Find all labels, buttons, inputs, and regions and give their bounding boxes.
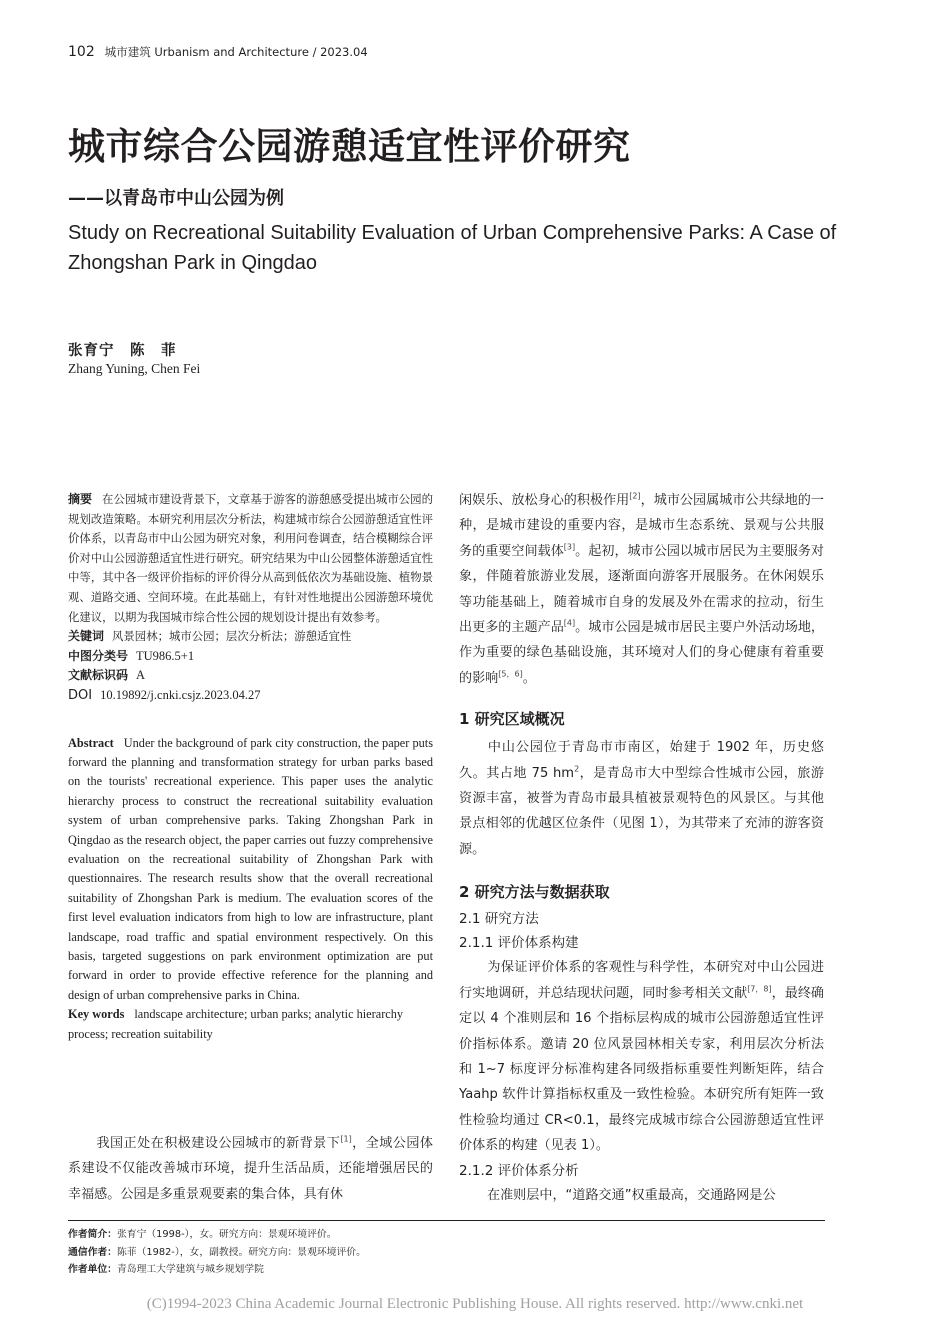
footnote-label: 作者简介：	[68, 1229, 117, 1240]
citation-ref: [5，6]	[498, 669, 523, 679]
running-head	[68, 44, 368, 60]
clc-value: TU986.5+1	[136, 648, 195, 663]
section-1-paragraph	[459, 735, 824, 862]
footnote-author-bio	[68, 1226, 825, 1244]
intro-text: ，城市公园属城市公共绿地的一种，是城市建设的重要内容，是城市生态系统、景观与公共服务的重要空间载体	[459, 493, 825, 559]
intro-paragraph-2	[459, 488, 824, 691]
abstract-chinese-label: 摘要	[68, 492, 93, 506]
keywords-text: 风景园林；城市公园；层次分析法；游憩适宜性	[112, 629, 352, 644]
clc-number	[68, 647, 433, 667]
section-2-1-2-paragraph	[459, 1183, 824, 1208]
left-column	[68, 490, 433, 1044]
authors-chinese: 张育宁 陈 菲	[68, 343, 177, 359]
section-2-1-heading: 2.1 研究方法	[459, 911, 539, 928]
footnote-corresponding-author	[68, 1244, 825, 1262]
intro-text: ，全域公园体系建设不仅能改善城市环境，提升生活品质，还能增强居民的幸福感。公园是多重景观要素的集合体，具有休	[68, 1136, 434, 1202]
superscript: 2	[574, 764, 580, 774]
keywords-english-text: landscape architecture; urban parks; analytic hierarchy process; recreation suitability	[68, 1007, 404, 1041]
title-english: Study on Recreational Suitability Evaluation of Urban Comprehensive Parks: A Case of Zhongshan Park in Qingdao	[68, 222, 837, 274]
title-chinese: 城市综合公园游憩适宜性评价研究	[68, 125, 631, 168]
section-2-text: ，最终确定以 4 个准则层和 16 个指标层构成的城市公园游憩适宜性评价指标体系。邀请 20 位风景园林相关专家，利用层次分析法和 1~7 标度评分标准构建各同级指标重要性判断矩阵，结合 Yaahp 软件计算指标权重及一致性检验。本研究所有矩阵一致性检验均通过 CR<0.1，最终完成城市综合公园游憩适宜性评价体系的构建（见表 1）。	[459, 985, 825, 1154]
doi-label: DOI	[68, 687, 93, 703]
footnote-text: 青岛理工大学建筑与城乡规划学院	[116, 1264, 264, 1275]
document-code	[68, 666, 433, 686]
citation-ref: [2]	[629, 491, 641, 501]
intro-text: 。	[522, 670, 536, 686]
section-2-1-1-heading: 2.1.1 评价体系构建	[459, 935, 579, 952]
section-2-heading: 2 研究方法与数据获取	[459, 883, 610, 902]
keywords-chinese	[68, 627, 433, 647]
footnote-text: 陈菲（1982-），女，副教授。研究方向：景观环境评价。	[116, 1246, 366, 1258]
section-1-text: ，是青岛市大中型综合性城市公园，旅游资源丰富，被誉为青岛市最具植被景观特色的风景区。与其他景点相邻的优越区位条件（见图 1），为其带来了充沛的游客资源。	[459, 765, 825, 857]
intro-text: 。起初，城市公园以城市居民为主要服务对象，伴随着旅游业发展，逐渐面向游客开展服务。在休闲娱乐等功能基础上，随着城市自身的发展及外在需求的拉动，衍生出更多的主题产品	[459, 543, 825, 636]
intro-text: 。城市公园是城市居民主要户外活动场地，作为重要的绿色基础设施，其环境对人们的身心健康有着重要的影响	[459, 620, 825, 686]
intro-text: 闲娱乐、放松身心的积极作用	[459, 493, 630, 508]
authors-english: Zhang Yuning, Chen Fei	[68, 361, 201, 376]
subtitle-chinese: ——以青岛市中山公园为例	[68, 188, 284, 209]
footnote-affiliation	[68, 1261, 825, 1279]
footnotes	[68, 1226, 825, 1279]
abstract-chinese-text: 在公园城市建设背景下，文章基于游客的游憩感受提出城市公园的规划改造策略。本研究利用层次分析法，构建城市综合公园游憩适宜性评价体系，以青岛市中山公园为研究对象，利用问卷调查，结合模糊综合评价对中山公园游憩适宜性进行研究。研究结果为中山公园整体游憩适宜性中等，其中各一级评价指标的评价得分从高到低依次为基础设施、植物景观、道路交通、空间环境。在此基础上，有针对性地提出公园游憩环境优化建议，以期为我国城市综合性公园的规划设计提出有效参考。	[68, 492, 433, 624]
citation-ref: [7，8]	[747, 984, 772, 994]
doi-value: 10.19892/j.cnki.csjz.2023.04.27	[100, 687, 261, 702]
citation-ref: [1]	[340, 1134, 352, 1144]
doi	[68, 686, 433, 706]
right-column	[459, 488, 824, 1208]
intro-paragraph-1	[68, 1131, 433, 1207]
section-2-1-2-heading: 2.1.2 评价体系分析	[459, 1162, 579, 1179]
footnote-label: 作者单位：	[68, 1264, 117, 1275]
footnote-divider	[68, 1220, 825, 1221]
abstract-english	[68, 734, 433, 1006]
abstract-chinese	[68, 490, 433, 627]
citation-ref: [3]	[563, 542, 576, 552]
abstract-english-text: Under the background of park city construction, the paper puts forward the planning and transformation strategy for urban parks based on the tourists' recreational experience. This paper uses the analytic hierarchy process to construct the recreational suitability evaluation system of urban comprehensive parks. Taking Zhongshan Park in Qingdao as the research object, the paper carries out fuzzy comprehensive evaluation on the recreational suitability of Zhongshan Park with questionnaires. The research results show that the overall recreational suitability of Zhongshan Park is medium. The evaluation scores of the first level evaluation indicators from high to low are infrastructure, plant landscape, road traffic and spatial environment respectively. On this basis, targeted suggestions on park environment optimization are put forward in order to provide effective reference for the planning and design of urban comprehensive parks in China.	[68, 735, 433, 1002]
keywords-label: 关键词	[68, 629, 105, 644]
clc-label: 中图分类号	[68, 648, 129, 663]
section-1-heading: 1 研究区域概况	[459, 710, 565, 729]
section-1-text: 中山公园位于青岛市市南区，始建于 1902 年，历史悠久。其占地 75 hm	[459, 740, 824, 781]
footnote-text: 张育宁（1998-），女。研究方向：景观环境评价。	[116, 1229, 337, 1240]
section-2-text: 为保证评价体系的客观性与科学性，本研究对中山公园进行实地调研，并总结现状问题，同时参考相关文献	[459, 960, 824, 1001]
citation-ref: [4]	[563, 618, 576, 628]
footnote-label: 通信作者：	[68, 1246, 117, 1258]
keywords-english-label: Key words	[68, 1007, 125, 1022]
section-2-text: 在准则层中，“道路交通”权重最高，交通路网是公	[487, 1187, 776, 1203]
document-code-label: 文献标识码	[68, 668, 129, 683]
journal-name: 城市建筑 Urbanism and Architecture / 2023.04	[104, 45, 368, 59]
abstract-english-label: Abstract	[68, 735, 114, 750]
page-number: 102	[68, 44, 95, 60]
section-2-1-1-paragraph	[459, 955, 824, 1158]
cnki-watermark: (C)1994-2023 China Academic Journal Electronic Publishing House. All rights reserved. http://www.cnki.net	[146, 1296, 804, 1312]
document-code-value: A	[136, 668, 146, 683]
keywords-english	[68, 1005, 433, 1044]
intro-text: 我国正处在积极建设公园城市的新背景下	[96, 1136, 341, 1151]
